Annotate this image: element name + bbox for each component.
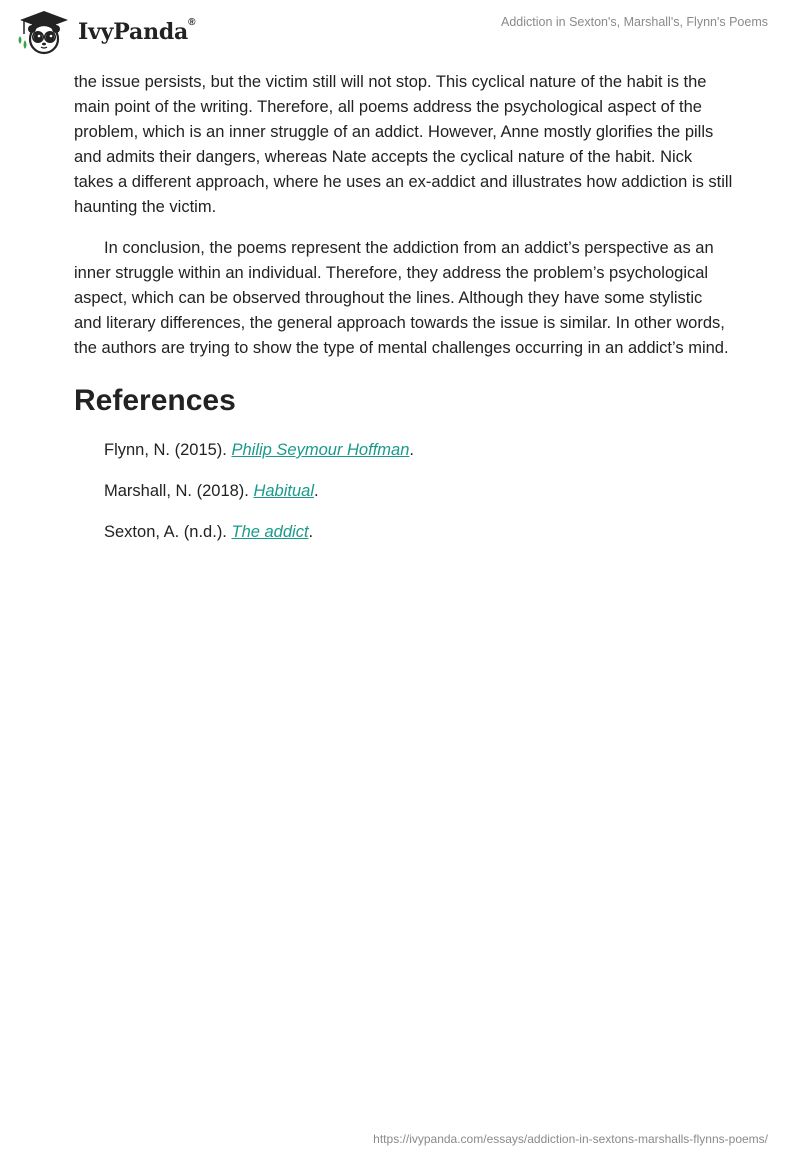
footer-source-url[interactable]: https://ivypanda.com/essays/addiction-in-sextons-marshalls-flynns-poems/ xyxy=(373,1132,768,1146)
panda-graduation-cap-icon xyxy=(14,8,78,56)
reference-item xyxy=(104,521,734,543)
reference-item xyxy=(104,480,734,502)
essay-content xyxy=(74,70,734,562)
brand-name xyxy=(78,19,195,45)
references-heading: References xyxy=(74,384,236,417)
document-title: Addiction in Sexton's, Marshall's, Flynn's Poems xyxy=(501,15,768,29)
body-paragraph: the issue persists, but the victim still will not stop. This cyclical nature of the habit is the main point of the writing. Therefore, all poems address the psychological aspect of the problem, which is an inner struggle of an addict. However, Anne mostly glorifies the pills and admits their dangers, whereas Nate accepts the cyclical nature of the habit. Nick takes a different approach, where he uses an ex-addict and illustrates how addiction is still haunting the victim. xyxy=(74,73,733,216)
reference-author-year: Sexton, A. (n.d.). xyxy=(104,523,232,541)
ivypanda-logo[interactable] xyxy=(14,8,195,56)
registered-mark: ® xyxy=(188,17,196,28)
reference-suffix: . xyxy=(308,523,314,541)
page-header xyxy=(0,0,800,64)
brand-name-text: IvyPanda xyxy=(78,19,189,45)
reference-link-habitual[interactable]: Habitual xyxy=(253,482,315,500)
reference-suffix: . xyxy=(314,482,319,500)
reference-item xyxy=(104,439,734,461)
reference-link-philip-seymour-hoffman[interactable]: Philip Seymour Hoffman xyxy=(231,441,410,459)
reference-author-year: Marshall, N. (2018). xyxy=(104,482,254,500)
reference-link-the-addict[interactable]: The addict xyxy=(231,523,309,541)
reference-suffix: . xyxy=(409,441,414,459)
reference-author-year: Flynn, N. (2015). xyxy=(104,441,232,459)
conclusion-paragraph: In conclusion, the poems represent the addiction from an addict’s perspective as an inner struggle within an individual. Therefore, they address the problem’s psychological aspect, which can be observed throughout the lines. Although they have some stylistic and literary differences, the general approach towards the issue is similar. In other words, the authors are trying to show the type of mental challenges occurring in an addict’s mind. xyxy=(74,239,729,357)
